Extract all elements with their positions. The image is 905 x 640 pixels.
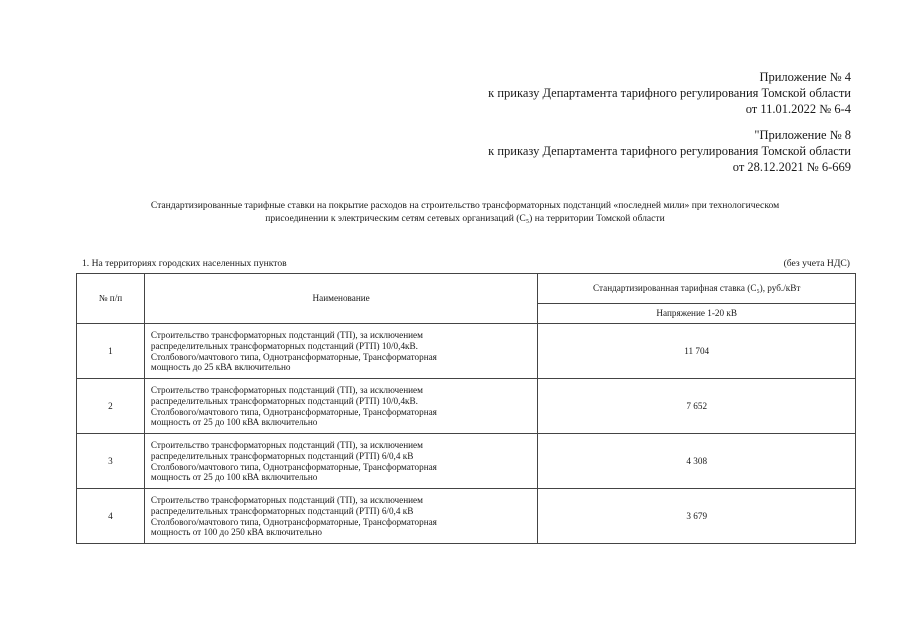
- row-number-cell: 1: [77, 324, 145, 379]
- table-row: [77, 489, 856, 544]
- row-name-line: Строительство трансформаторных подстанций (ТП), за исключением: [150, 329, 423, 340]
- amended-appendix-order-date: от 28.12.2021 № 6-669: [732, 160, 851, 174]
- row-name-line: распределительных трансформаторных подстанций (РТП) 6/0,4 кВ: [150, 450, 414, 461]
- amended-appendix-header: [488, 127, 851, 175]
- row-name-line: Столбового/мачтового типа, Однотрансформаторные, Трансформаторная: [150, 461, 437, 472]
- row-name-line: мощность от 25 до 100 кВА включительно: [150, 472, 318, 483]
- row-rate-cell: 11 704: [538, 324, 856, 379]
- section-heading: [82, 258, 850, 270]
- column-header-number: № п/п: [77, 274, 145, 324]
- document-title-line-2: присоединении к электрическим сетям сетевых организаций (С₅) на территории Томской области: [265, 213, 665, 224]
- table-row: [77, 324, 856, 379]
- row-name-line: Столбового/мачтового типа, Однотрансформаторные, Трансформаторная: [150, 406, 437, 417]
- tariff-table: [76, 273, 856, 544]
- tariff-table-body: [77, 324, 856, 544]
- row-name-line: Столбового/мачтового типа, Однотрансформаторные, Трансформаторная: [150, 516, 437, 527]
- row-number-cell: 3: [77, 434, 145, 489]
- appendix-order-date: от 11.01.2022 № 6-4: [745, 102, 851, 116]
- row-name-line: Строительство трансформаторных подстанций (ТП), за исключением: [150, 384, 423, 395]
- row-number-cell: 4: [77, 489, 145, 544]
- vat-note: (без учета НДС): [783, 258, 850, 269]
- appendix-number: Приложение № 4: [759, 70, 851, 84]
- row-name-cell: [144, 324, 538, 379]
- row-name-line: мощность до 25 кВА включительно: [150, 362, 291, 373]
- row-name-line: Строительство трансформаторных подстанций (ТП), за исключением: [150, 494, 423, 505]
- row-name-line: мощность от 100 до 250 кВА включительно: [150, 527, 322, 538]
- row-name-line: Строительство трансформаторных подстанций (ТП), за исключением: [150, 439, 423, 450]
- row-name-line: распределительных трансформаторных подстанций (РТП) 10/0,4кВ.: [150, 395, 418, 406]
- row-name-cell: [144, 489, 538, 544]
- row-name-cell: [144, 434, 538, 489]
- row-name-line: Столбового/мачтового типа, Однотрансформаторные, Трансформаторная: [150, 351, 437, 362]
- row-name-cell: [144, 379, 538, 434]
- row-rate-cell: 4 308: [538, 434, 856, 489]
- row-rate-cell: 7 652: [538, 379, 856, 434]
- table-row: [77, 379, 856, 434]
- amended-appendix-order-ref: к приказу Департамента тарифного регулирования Томской области: [488, 144, 851, 158]
- section-label: 1. На территориях городских населенных пунктов: [82, 258, 287, 269]
- amended-appendix-number: "Приложение № 8: [754, 128, 851, 142]
- appendix-header: [488, 69, 851, 117]
- table-row: [77, 434, 856, 489]
- row-name-line: мощность от 25 до 100 кВА включительно: [150, 417, 318, 428]
- column-header-name: Наименование: [144, 274, 538, 324]
- row-name-line: распределительных трансформаторных подстанций (РТП) 10/0,4кВ.: [150, 340, 418, 351]
- row-name-line: распределительных трансформаторных подстанций (РТП) 6/0,4 кВ: [150, 505, 414, 516]
- row-rate-cell: 3 679: [538, 489, 856, 544]
- column-header-voltage: Напряжение 1-20 кВ: [538, 304, 856, 324]
- appendix-order-ref: к приказу Департамента тарифного регулирования Томской области: [488, 86, 851, 100]
- document-title-line-1: Стандартизированные тарифные ставки на покрытие расходов на строительство трансформаторных подстанций «последней мили» при технологическом: [150, 200, 780, 211]
- document-title: [80, 199, 850, 225]
- row-number-cell: 2: [77, 379, 145, 434]
- column-header-rate: Стандартизированная тарифная ставка (С₅), руб./кВт: [538, 274, 856, 304]
